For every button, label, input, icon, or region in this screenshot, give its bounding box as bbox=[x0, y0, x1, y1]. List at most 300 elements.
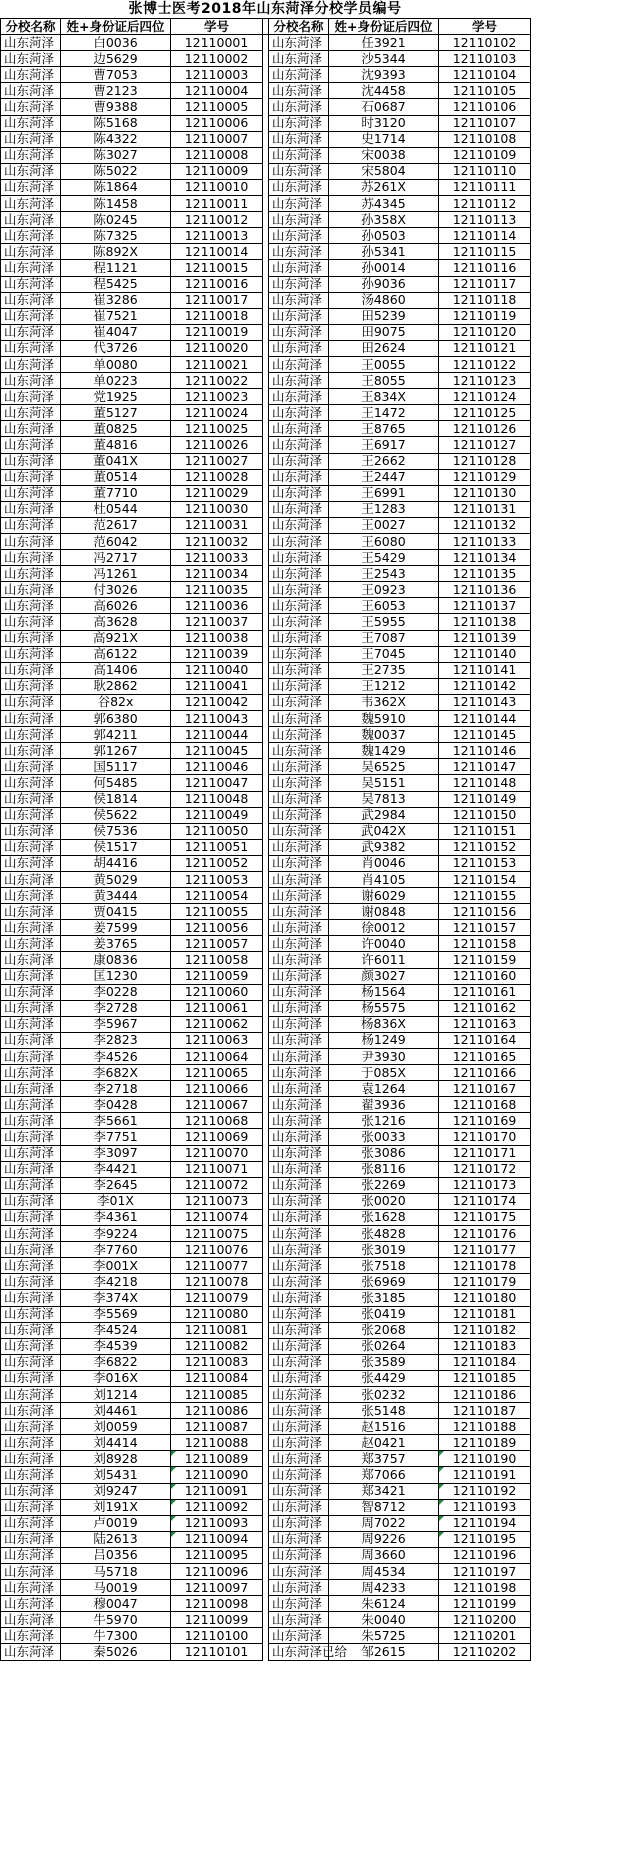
right-id-cell: 12110109 bbox=[439, 147, 531, 163]
right-name-cell: 周3660 bbox=[329, 1547, 439, 1563]
left-name-cell: 曹7053 bbox=[61, 67, 171, 83]
left-id-cell: 12110085 bbox=[171, 1386, 263, 1402]
left-id-cell: 12110070 bbox=[171, 1145, 263, 1161]
right-id-cell: 12110138 bbox=[439, 614, 531, 630]
table-row bbox=[1, 1193, 531, 1209]
header-id-left: 学号 bbox=[171, 19, 263, 35]
table-row bbox=[1, 566, 531, 582]
left-school-cell: 山东菏泽 bbox=[1, 421, 61, 437]
table-row bbox=[1, 904, 531, 920]
header-school-left: 分校名称 bbox=[1, 19, 61, 35]
header-name-right: 姓+身份证后四位 bbox=[329, 19, 439, 35]
left-name-cell: 郭1267 bbox=[61, 743, 171, 759]
right-school-cell: 山东菏泽 bbox=[269, 550, 329, 566]
right-id-cell: 12110135 bbox=[439, 566, 531, 582]
right-school-cell: 山东菏泽 bbox=[269, 1483, 329, 1499]
right-id-cell: 12110195 bbox=[439, 1531, 531, 1547]
table-row bbox=[1, 550, 531, 566]
right-id-cell: 12110113 bbox=[439, 212, 531, 228]
table-row bbox=[1, 1612, 531, 1628]
table-row bbox=[1, 1161, 531, 1177]
left-id-cell: 12110030 bbox=[171, 501, 263, 517]
right-name-cell: 张3086 bbox=[329, 1145, 439, 1161]
left-id-cell: 12110047 bbox=[171, 775, 263, 791]
header-row bbox=[1, 19, 531, 35]
left-school-cell: 山东菏泽 bbox=[1, 823, 61, 839]
right-id-cell: 12110165 bbox=[439, 1049, 531, 1065]
left-name-cell: 崔3286 bbox=[61, 292, 171, 308]
table-row bbox=[1, 888, 531, 904]
right-name-cell: 袁1264 bbox=[329, 1081, 439, 1097]
left-name-cell: 李9224 bbox=[61, 1226, 171, 1242]
right-id-cell: 12110146 bbox=[439, 743, 531, 759]
left-name-cell: 陈5022 bbox=[61, 163, 171, 179]
right-name-cell: 朱0040 bbox=[329, 1612, 439, 1628]
right-id-cell: 12110108 bbox=[439, 131, 531, 147]
right-id-cell: 12110174 bbox=[439, 1193, 531, 1209]
left-id-cell: 12110056 bbox=[171, 920, 263, 936]
right-id-cell: 12110131 bbox=[439, 501, 531, 517]
left-name-cell: 国5117 bbox=[61, 759, 171, 775]
right-school-cell: 山东菏泽 bbox=[269, 775, 329, 791]
table-row bbox=[1, 1145, 531, 1161]
right-name-cell: 王7045 bbox=[329, 646, 439, 662]
left-id-cell: 12110091 bbox=[171, 1483, 263, 1499]
right-id-cell: 12110104 bbox=[439, 67, 531, 83]
right-name-cell: 武9382 bbox=[329, 839, 439, 855]
left-id-cell: 12110032 bbox=[171, 534, 263, 550]
right-name-cell: 张0020 bbox=[329, 1193, 439, 1209]
left-id-cell: 12110004 bbox=[171, 83, 263, 99]
left-school-cell: 山东菏泽 bbox=[1, 904, 61, 920]
table-row bbox=[1, 839, 531, 855]
right-name-cell: 张2068 bbox=[329, 1322, 439, 1338]
right-id-cell: 12110185 bbox=[439, 1370, 531, 1386]
table-row bbox=[1, 582, 531, 598]
right-id-cell: 12110124 bbox=[439, 389, 531, 405]
table-row bbox=[1, 51, 531, 67]
left-id-cell: 12110053 bbox=[171, 871, 263, 887]
right-id-cell: 12110178 bbox=[439, 1258, 531, 1274]
left-name-cell: 董7710 bbox=[61, 485, 171, 501]
right-name-cell: 张0033 bbox=[329, 1129, 439, 1145]
right-name-cell: 郑3757 bbox=[329, 1451, 439, 1467]
left-id-cell: 12110066 bbox=[171, 1081, 263, 1097]
left-name-cell: 陈892X bbox=[61, 244, 171, 260]
right-school-cell: 山东菏泽 bbox=[269, 517, 329, 533]
left-id-cell: 12110077 bbox=[171, 1258, 263, 1274]
left-name-cell: 穆0047 bbox=[61, 1596, 171, 1612]
left-id-cell: 12110050 bbox=[171, 823, 263, 839]
right-name-cell: 王2447 bbox=[329, 469, 439, 485]
right-school-cell: 山东菏泽 bbox=[269, 163, 329, 179]
table-row bbox=[1, 373, 531, 389]
table-row bbox=[1, 131, 531, 147]
right-name-cell: 张4828 bbox=[329, 1226, 439, 1242]
left-school-cell: 山东菏泽 bbox=[1, 1354, 61, 1370]
left-school-cell: 山东菏泽 bbox=[1, 501, 61, 517]
right-id-cell: 12110111 bbox=[439, 179, 531, 195]
right-school-cell: 山东菏泽 bbox=[269, 1435, 329, 1451]
right-id-cell: 12110188 bbox=[439, 1419, 531, 1435]
left-id-cell: 12110062 bbox=[171, 1016, 263, 1032]
left-school-cell: 山东菏泽 bbox=[1, 759, 61, 775]
left-name-cell: 黄3444 bbox=[61, 888, 171, 904]
left-id-cell: 12110083 bbox=[171, 1354, 263, 1370]
right-id-cell: 12110192 bbox=[439, 1483, 531, 1499]
right-id-cell: 12110173 bbox=[439, 1177, 531, 1193]
left-id-cell: 12110022 bbox=[171, 373, 263, 389]
left-id-cell: 12110011 bbox=[171, 196, 263, 212]
right-name-cell: 邹2615 bbox=[329, 1644, 439, 1660]
right-id-cell: 12110179 bbox=[439, 1274, 531, 1290]
right-id-cell: 12110144 bbox=[439, 711, 531, 727]
left-school-cell: 山东菏泽 bbox=[1, 1226, 61, 1242]
table-row bbox=[1, 1419, 531, 1435]
left-school-cell: 山东菏泽 bbox=[1, 1322, 61, 1338]
left-name-cell: 程5425 bbox=[61, 276, 171, 292]
left-name-cell: 董5127 bbox=[61, 405, 171, 421]
left-school-cell: 山东菏泽 bbox=[1, 694, 61, 710]
table-row bbox=[1, 115, 531, 131]
right-id-cell: 12110103 bbox=[439, 51, 531, 67]
right-school-cell: 山东菏泽 bbox=[269, 727, 329, 743]
table-row bbox=[1, 1386, 531, 1402]
left-school-cell: 山东菏泽 bbox=[1, 614, 61, 630]
right-id-cell: 12110177 bbox=[439, 1242, 531, 1258]
left-id-cell: 12110002 bbox=[171, 51, 263, 67]
left-id-cell: 12110064 bbox=[171, 1049, 263, 1065]
right-school-cell: 山东菏泽 bbox=[269, 67, 329, 83]
left-school-cell: 山东菏泽 bbox=[1, 1258, 61, 1274]
right-school-cell: 山东菏泽 bbox=[269, 1515, 329, 1531]
left-name-cell: 冯1261 bbox=[61, 566, 171, 582]
right-school-cell: 山东菏泽 bbox=[269, 1338, 329, 1354]
left-school-cell: 山东菏泽 bbox=[1, 888, 61, 904]
left-name-cell: 陈4322 bbox=[61, 131, 171, 147]
right-name-cell: 沈9393 bbox=[329, 67, 439, 83]
left-school-cell: 山东菏泽 bbox=[1, 582, 61, 598]
right-school-cell: 山东菏泽 bbox=[269, 99, 329, 115]
right-school-cell: 山东菏泽 bbox=[269, 35, 329, 51]
right-name-cell: 于085X bbox=[329, 1065, 439, 1081]
left-id-cell: 12110021 bbox=[171, 356, 263, 372]
right-id-cell: 12110176 bbox=[439, 1226, 531, 1242]
right-id-cell: 12110136 bbox=[439, 582, 531, 598]
left-id-cell: 12110026 bbox=[171, 437, 263, 453]
right-school-cell: 山东菏泽 bbox=[269, 711, 329, 727]
table-row bbox=[1, 598, 531, 614]
right-id-cell: 12110193 bbox=[439, 1499, 531, 1515]
right-name-cell: 王5955 bbox=[329, 614, 439, 630]
right-id-cell: 12110182 bbox=[439, 1322, 531, 1338]
table-row bbox=[1, 1049, 531, 1065]
left-school-cell: 山东菏泽 bbox=[1, 1435, 61, 1451]
header-school-right: 分校名称 bbox=[269, 19, 329, 35]
right-id-cell: 12110175 bbox=[439, 1209, 531, 1225]
left-id-cell: 12110008 bbox=[171, 147, 263, 163]
left-name-cell: 李682X bbox=[61, 1065, 171, 1081]
left-name-cell: 曹9388 bbox=[61, 99, 171, 115]
table-row bbox=[1, 743, 531, 759]
right-name-cell: 武042X bbox=[329, 823, 439, 839]
left-name-cell: 董0825 bbox=[61, 421, 171, 437]
right-id-cell: 12110160 bbox=[439, 968, 531, 984]
roster-body bbox=[1, 35, 531, 1660]
left-school-cell: 山东菏泽 bbox=[1, 1499, 61, 1515]
left-name-cell: 李4539 bbox=[61, 1338, 171, 1354]
left-school-cell: 山东菏泽 bbox=[1, 1049, 61, 1065]
table-row bbox=[1, 1081, 531, 1097]
right-id-cell: 12110167 bbox=[439, 1081, 531, 1097]
right-name-cell: 王7087 bbox=[329, 630, 439, 646]
right-id-cell: 12110150 bbox=[439, 807, 531, 823]
left-name-cell: 李2823 bbox=[61, 1032, 171, 1048]
right-id-cell: 12110201 bbox=[439, 1628, 531, 1644]
right-id-cell: 12110134 bbox=[439, 550, 531, 566]
left-school-cell: 山东菏泽 bbox=[1, 179, 61, 195]
left-name-cell: 牛5970 bbox=[61, 1612, 171, 1628]
left-name-cell: 康0836 bbox=[61, 952, 171, 968]
left-school-cell: 山东菏泽 bbox=[1, 1081, 61, 1097]
right-name-cell: 王0027 bbox=[329, 517, 439, 533]
left-school-cell: 山东菏泽 bbox=[1, 163, 61, 179]
left-name-cell: 刘5431 bbox=[61, 1467, 171, 1483]
right-name-cell: 杨5575 bbox=[329, 1000, 439, 1016]
right-id-cell: 12110137 bbox=[439, 598, 531, 614]
table-row bbox=[1, 308, 531, 324]
right-school-cell: 山东菏泽 bbox=[269, 147, 329, 163]
table-row bbox=[1, 678, 531, 694]
left-school-cell: 山东菏泽 bbox=[1, 871, 61, 887]
left-school-cell: 山东菏泽 bbox=[1, 855, 61, 871]
right-name-cell: 王2735 bbox=[329, 662, 439, 678]
right-id-cell: 12110143 bbox=[439, 694, 531, 710]
right-id-cell: 12110129 bbox=[439, 469, 531, 485]
left-school-cell: 山东菏泽 bbox=[1, 1386, 61, 1402]
left-school-cell: 山东菏泽 bbox=[1, 1451, 61, 1467]
left-school-cell: 山东菏泽 bbox=[1, 453, 61, 469]
right-id-cell: 12110130 bbox=[439, 485, 531, 501]
right-name-cell: 任3921 bbox=[329, 35, 439, 51]
left-school-cell: 山东菏泽 bbox=[1, 517, 61, 533]
right-name-cell: 王0923 bbox=[329, 582, 439, 598]
left-school-cell: 山东菏泽 bbox=[1, 775, 61, 791]
left-school-cell: 山东菏泽 bbox=[1, 807, 61, 823]
left-name-cell: 李6822 bbox=[61, 1354, 171, 1370]
left-name-cell: 党1925 bbox=[61, 389, 171, 405]
left-name-cell: 高3628 bbox=[61, 614, 171, 630]
table-row bbox=[1, 389, 531, 405]
left-id-cell: 12110007 bbox=[171, 131, 263, 147]
left-id-cell: 12110094 bbox=[171, 1531, 263, 1547]
right-school-cell: 山东菏泽 bbox=[269, 51, 329, 67]
right-id-cell: 12110112 bbox=[439, 196, 531, 212]
right-school-cell: 山东菏泽 bbox=[269, 1322, 329, 1338]
left-name-cell: 范2617 bbox=[61, 517, 171, 533]
left-id-cell: 12110020 bbox=[171, 340, 263, 356]
right-name-cell: 肖0046 bbox=[329, 855, 439, 871]
right-id-cell: 12110181 bbox=[439, 1306, 531, 1322]
table-row bbox=[1, 662, 531, 678]
right-school-cell: 山东菏泽 bbox=[269, 1113, 329, 1129]
table-row bbox=[1, 807, 531, 823]
right-school-cell: 山东菏泽 bbox=[269, 1081, 329, 1097]
left-school-cell: 山东菏泽 bbox=[1, 1065, 61, 1081]
left-id-cell: 12110072 bbox=[171, 1177, 263, 1193]
table-row bbox=[1, 1226, 531, 1242]
left-id-cell: 12110038 bbox=[171, 630, 263, 646]
left-id-cell: 12110040 bbox=[171, 662, 263, 678]
left-id-cell: 12110097 bbox=[171, 1580, 263, 1596]
right-school-cell: 山东菏泽 bbox=[269, 1596, 329, 1612]
right-name-cell: 郑7066 bbox=[329, 1467, 439, 1483]
left-school-cell: 山东菏泽 bbox=[1, 1628, 61, 1644]
table-row bbox=[1, 35, 531, 51]
left-school-cell: 山东菏泽 bbox=[1, 244, 61, 260]
left-id-cell: 12110060 bbox=[171, 984, 263, 1000]
right-id-cell: 12110149 bbox=[439, 791, 531, 807]
table-row bbox=[1, 1306, 531, 1322]
left-school-cell: 山东菏泽 bbox=[1, 115, 61, 131]
right-name-cell: 肖4105 bbox=[329, 871, 439, 887]
right-school-cell: 山东菏泽 bbox=[269, 759, 329, 775]
left-id-cell: 12110090 bbox=[171, 1467, 263, 1483]
left-school-cell: 山东菏泽 bbox=[1, 550, 61, 566]
table-row bbox=[1, 1515, 531, 1531]
left-name-cell: 吕0356 bbox=[61, 1547, 171, 1563]
table-row bbox=[1, 421, 531, 437]
right-school-cell: 山东菏泽 bbox=[269, 228, 329, 244]
left-name-cell: 侯7536 bbox=[61, 823, 171, 839]
left-name-cell: 陈7325 bbox=[61, 228, 171, 244]
right-id-cell: 12110118 bbox=[439, 292, 531, 308]
left-school-cell: 山东菏泽 bbox=[1, 99, 61, 115]
left-school-cell: 山东菏泽 bbox=[1, 968, 61, 984]
left-id-cell: 12110059 bbox=[171, 968, 263, 984]
right-id-cell: 12110186 bbox=[439, 1386, 531, 1402]
left-name-cell: 李7751 bbox=[61, 1129, 171, 1145]
right-id-cell: 12110156 bbox=[439, 904, 531, 920]
right-id-cell: 12110122 bbox=[439, 356, 531, 372]
right-name-cell: 吴6525 bbox=[329, 759, 439, 775]
table-row bbox=[1, 99, 531, 115]
right-id-cell: 12110166 bbox=[439, 1065, 531, 1081]
right-school-cell: 山东菏泽 bbox=[269, 1451, 329, 1467]
left-school-cell: 山东菏泽 bbox=[1, 630, 61, 646]
left-school-cell: 山东菏泽 bbox=[1, 1370, 61, 1386]
left-id-cell: 12110005 bbox=[171, 99, 263, 115]
right-school-cell: 山东菏泽 bbox=[269, 405, 329, 421]
roster-table bbox=[0, 18, 531, 1661]
right-name-cell: 王8055 bbox=[329, 373, 439, 389]
left-id-cell: 12110078 bbox=[171, 1274, 263, 1290]
left-name-cell: 白0036 bbox=[61, 35, 171, 51]
table-row bbox=[1, 823, 531, 839]
right-name-cell: 沈4458 bbox=[329, 83, 439, 99]
right-name-cell: 武2984 bbox=[329, 807, 439, 823]
right-name-cell: 孙358X bbox=[329, 212, 439, 228]
left-id-cell: 12110061 bbox=[171, 1000, 263, 1016]
table-row bbox=[1, 1097, 531, 1113]
left-name-cell: 郭6380 bbox=[61, 711, 171, 727]
left-name-cell: 崔7521 bbox=[61, 308, 171, 324]
table-row bbox=[1, 1628, 531, 1644]
right-name-cell: 石0687 bbox=[329, 99, 439, 115]
right-school-cell: 山东菏泽 bbox=[269, 276, 329, 292]
right-school-cell: 山东菏泽 bbox=[269, 662, 329, 678]
left-school-cell: 山东菏泽 bbox=[1, 1483, 61, 1499]
left-id-cell: 12110065 bbox=[171, 1065, 263, 1081]
left-name-cell: 李7760 bbox=[61, 1242, 171, 1258]
right-id-cell: 12110123 bbox=[439, 373, 531, 389]
left-name-cell: 贾0415 bbox=[61, 904, 171, 920]
right-id-cell: 12110147 bbox=[439, 759, 531, 775]
right-id-cell: 12110151 bbox=[439, 823, 531, 839]
left-name-cell: 陈0245 bbox=[61, 212, 171, 228]
right-name-cell: 杨836X bbox=[329, 1016, 439, 1032]
right-id-cell: 12110158 bbox=[439, 936, 531, 952]
left-school-cell: 山东菏泽 bbox=[1, 67, 61, 83]
right-id-cell: 12110183 bbox=[439, 1338, 531, 1354]
left-school-cell: 山东菏泽 bbox=[1, 1419, 61, 1435]
right-id-cell: 12110164 bbox=[439, 1032, 531, 1048]
left-name-cell: 曹2123 bbox=[61, 83, 171, 99]
right-school-cell: 山东菏泽 bbox=[269, 179, 329, 195]
right-name-cell: 王6991 bbox=[329, 485, 439, 501]
left-name-cell: 黄5029 bbox=[61, 871, 171, 887]
left-name-cell: 高6122 bbox=[61, 646, 171, 662]
table-row bbox=[1, 1435, 531, 1451]
left-school-cell: 山东菏泽 bbox=[1, 1644, 61, 1660]
left-id-cell: 12110081 bbox=[171, 1322, 263, 1338]
left-id-cell: 12110049 bbox=[171, 807, 263, 823]
right-school-cell: 山东菏泽 bbox=[269, 871, 329, 887]
left-school-cell: 山东菏泽 bbox=[1, 131, 61, 147]
right-school-cell: 山东菏泽 bbox=[269, 1370, 329, 1386]
right-school-cell: 山东菏泽 bbox=[269, 646, 329, 662]
right-name-cell: 赵1516 bbox=[329, 1419, 439, 1435]
right-id-cell: 12110121 bbox=[439, 340, 531, 356]
right-id-cell: 12110155 bbox=[439, 888, 531, 904]
right-name-cell: 韦362X bbox=[329, 694, 439, 710]
left-name-cell: 侯1814 bbox=[61, 791, 171, 807]
left-id-cell: 12110055 bbox=[171, 904, 263, 920]
table-row bbox=[1, 1499, 531, 1515]
right-school-cell: 山东菏泽 bbox=[269, 1499, 329, 1515]
table-row bbox=[1, 1177, 531, 1193]
table-row bbox=[1, 1370, 531, 1386]
left-id-cell: 12110067 bbox=[171, 1097, 263, 1113]
right-school-cell: 山东菏泽 bbox=[269, 566, 329, 582]
left-name-cell: 李5967 bbox=[61, 1016, 171, 1032]
left-school-cell: 山东菏泽 bbox=[1, 1306, 61, 1322]
left-id-cell: 12110028 bbox=[171, 469, 263, 485]
left-name-cell: 李5661 bbox=[61, 1113, 171, 1129]
left-school-cell: 山东菏泽 bbox=[1, 1531, 61, 1547]
left-name-cell: 范6042 bbox=[61, 534, 171, 550]
right-school-cell: 山东菏泽 bbox=[269, 952, 329, 968]
right-name-cell: 许0040 bbox=[329, 936, 439, 952]
left-id-cell: 12110017 bbox=[171, 292, 263, 308]
left-name-cell: 李4218 bbox=[61, 1274, 171, 1290]
right-school-cell: 山东菏泽 bbox=[269, 1032, 329, 1048]
left-school-cell: 山东菏泽 bbox=[1, 196, 61, 212]
right-name-cell: 周4534 bbox=[329, 1564, 439, 1580]
right-id-cell: 12110154 bbox=[439, 871, 531, 887]
right-school-cell: 山东菏泽 bbox=[269, 1612, 329, 1628]
left-id-cell: 12110034 bbox=[171, 566, 263, 582]
